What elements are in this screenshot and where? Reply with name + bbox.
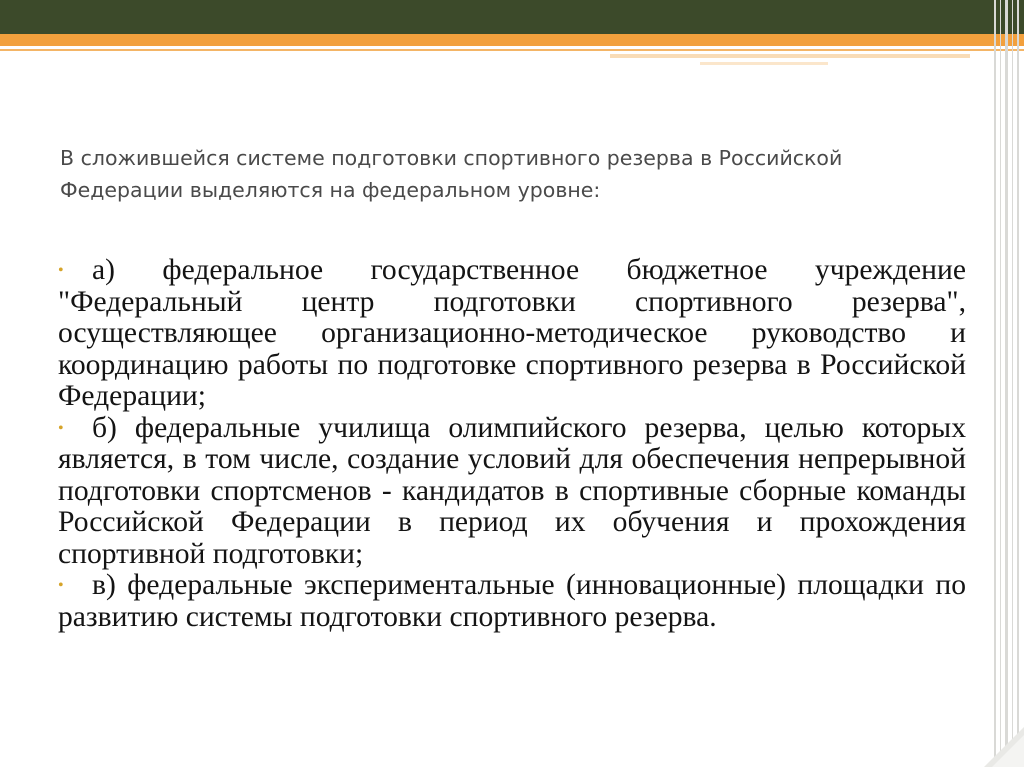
bullet-icon: • [58, 419, 64, 437]
accent-thin-stripe [0, 49, 1024, 51]
list-item-text: б) федеральные училища олимпийского резерва, целью которых является, в том числе, создание условий для обеспечения непрерывной подготовки спортсменов - кандидатов в спортивные сборные команды Российской Федерации в период их обучения и прохождения спортивной подготовки; [58, 411, 966, 570]
list-item [58, 570, 966, 633]
accent-stripe [0, 34, 1024, 46]
list-item-text: в) федеральные экспериментальные (инновационные) площадки по развитию системы подготовки спортивного резерва. [58, 569, 966, 633]
header-bar [0, 0, 1024, 34]
slide-title: В сложившейся системе подготовки спортивного резерва в Российской Федерации выделяются на федеральном уровне: [60, 146, 843, 202]
page-fold-icon [984, 727, 1024, 767]
accent-light-stripe-short [700, 62, 828, 65]
bullet-icon: • [58, 262, 64, 279]
list-item-text: а) федеральное государственное бюджетное учреждение "Федеральный центр подготовки спортивного резерва", осуществляющее организационно-методическое руководство и координацию работы по подготовке спортивного резерва в Российской Федерации; [58, 254, 966, 412]
bullet-icon: • [58, 577, 64, 594]
list-item [58, 413, 966, 571]
decorative-vertical-lines [990, 0, 1024, 767]
content-list [58, 255, 966, 633]
list-item [58, 255, 966, 413]
accent-light-stripe [610, 54, 970, 58]
